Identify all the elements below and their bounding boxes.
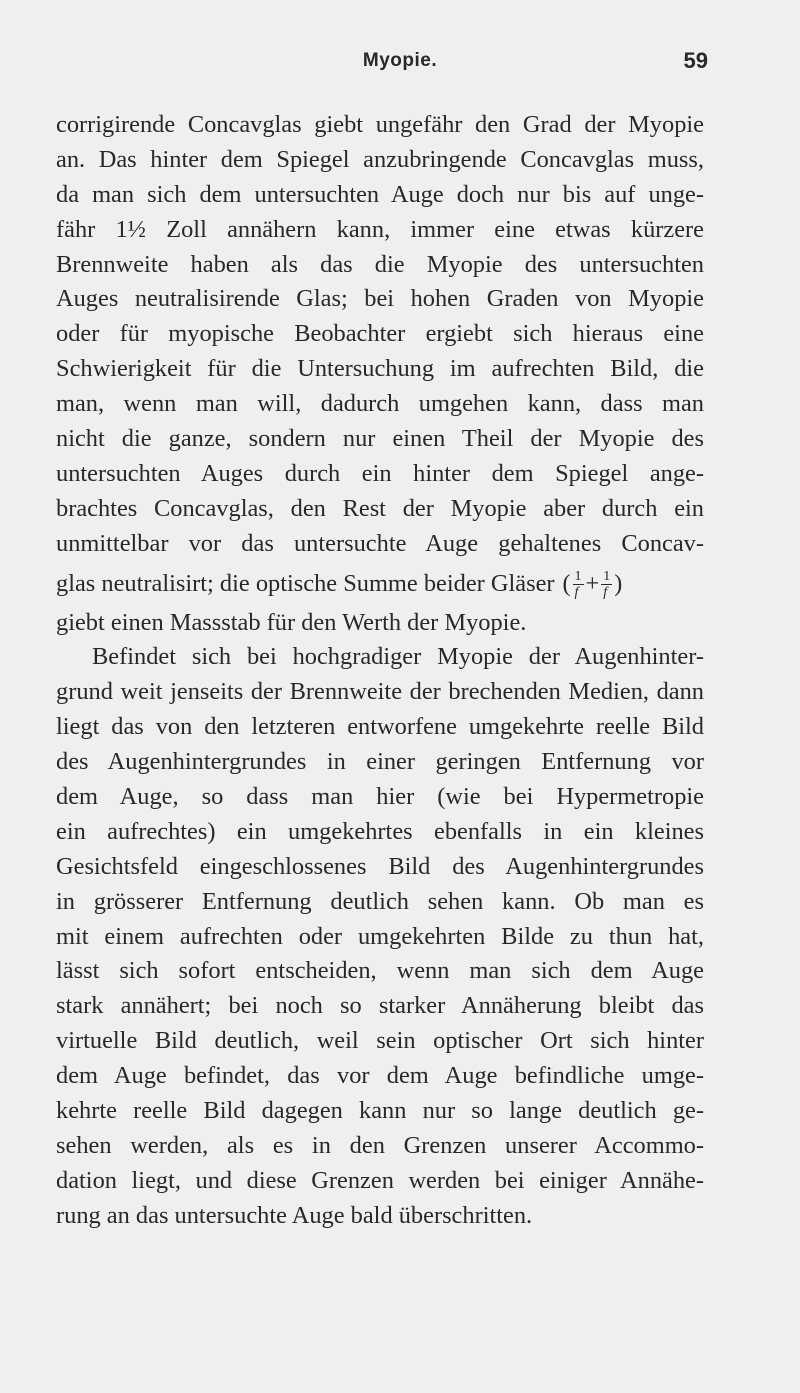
text-line: rung an das untersuchte Auge bald überschritten. xyxy=(56,1201,533,1229)
text-line: nicht die ganze, sondern nur einen Theil der Myopie des xyxy=(56,425,704,453)
text-line: ein aufrechtes) ein umgekehrtes ebenfalls in ein kleines xyxy=(56,817,704,845)
formula-lead-text: glas neutralisirt; die optische Summe beider Gläser xyxy=(56,569,555,597)
text-line: Auges neutralisirende Glas; bei hohen Graden von Myopie xyxy=(56,285,704,313)
text-line: untersuchten Auges durch ein hinter dem Spiegel ange- xyxy=(56,459,704,487)
text-line: virtuelle Bild deutlich, weil sein optischer Ort sich hinter xyxy=(56,1027,704,1055)
formula-line xyxy=(56,562,704,606)
text-line: Brennweite haben als das die Myopie des untersuchten xyxy=(56,250,704,278)
text-line: kehrte reelle Bild dagegen kann nur so lange deutlich ge- xyxy=(56,1097,704,1125)
text-line: stark annähert; bei noch so starker Annäherung bleibt das xyxy=(56,992,704,1020)
fraction-2 xyxy=(601,569,612,600)
text-line: Gesichtsfeld eingeschlossenes Bild des Augenhintergrundes xyxy=(56,852,704,880)
text-line: Schwierigkeit für die Untersuchung im aufrechten Bild, die xyxy=(56,355,704,383)
text-line: brachtes Concavglas, den Rest der Myopie aber durch ein xyxy=(56,494,704,522)
text-line: fähr 1½ Zoll annähern kann, immer eine etwas kürzere xyxy=(56,215,704,243)
open-paren: ( xyxy=(562,570,571,597)
text-line: dem Auge befindet, das vor dem Auge befindliche umge- xyxy=(56,1062,704,1090)
text-line: des Augenhintergrundes in einer geringen Entfernung vor xyxy=(56,748,704,776)
plus-sign: + xyxy=(585,569,600,597)
text-line: corrigirende Concavglas giebt ungefähr den Grad der Myopie xyxy=(56,111,704,138)
paragraph-2 xyxy=(56,640,704,1233)
text-line: in grösserer Entfernung deutlich sehen kann. Ob man es xyxy=(56,887,704,915)
text-line: oder für myopische Beobachter ergiebt sich hieraus eine xyxy=(56,320,704,348)
fraction-2-numerator: 1 xyxy=(603,569,611,585)
text-line: Befindet sich bei hochgradiger Myopie der Augenhinter- xyxy=(92,643,704,671)
body-text xyxy=(56,108,704,1234)
page-number: 59 xyxy=(683,48,708,73)
paragraph-1 xyxy=(56,108,704,640)
text-line: grund weit jenseits der Brennweite der brechenden Medien, dann xyxy=(56,678,704,706)
running-title: Myopie. xyxy=(362,50,438,71)
text-line: da man sich dem untersuchten Auge doch nur bis auf unge- xyxy=(56,180,704,208)
text-line: dation liegt, und diese Grenzen werden bei einiger Annähe- xyxy=(56,1166,704,1194)
fraction-1-denominator: f xyxy=(574,585,579,601)
text-line: man, wenn man will, dadurch umgehen kann, dass man xyxy=(56,390,704,418)
text-line: dem Auge, so dass man hier (wie bei Hypermetropie xyxy=(56,783,704,811)
fraction-2-denominator: f xyxy=(603,585,608,601)
text-line: lässt sich sofort entscheiden, wenn man sich dem Auge xyxy=(56,957,704,985)
fraction-1-numerator: 1 xyxy=(574,569,582,585)
text-line: liegt das von den letzteren entworfene umgekehrte reelle Bild xyxy=(56,713,704,741)
fraction-1 xyxy=(573,569,584,600)
text-line: an. Das hinter dem Spiegel anzubringende Concavglas muss, xyxy=(56,145,704,173)
close-paren: ) xyxy=(614,570,623,597)
text-line: sehen werden, als es in den Grenzen unserer Accommo- xyxy=(56,1131,704,1159)
text-line: unmittelbar vor das untersuchte Auge gehaltenes Concav- xyxy=(56,529,704,557)
text-line: giebt einen Massstab für den Werth der Myopie. xyxy=(56,608,527,636)
text-line: mit einem aufrechten oder umgekehrten Bilde zu thun hat, xyxy=(56,922,704,950)
